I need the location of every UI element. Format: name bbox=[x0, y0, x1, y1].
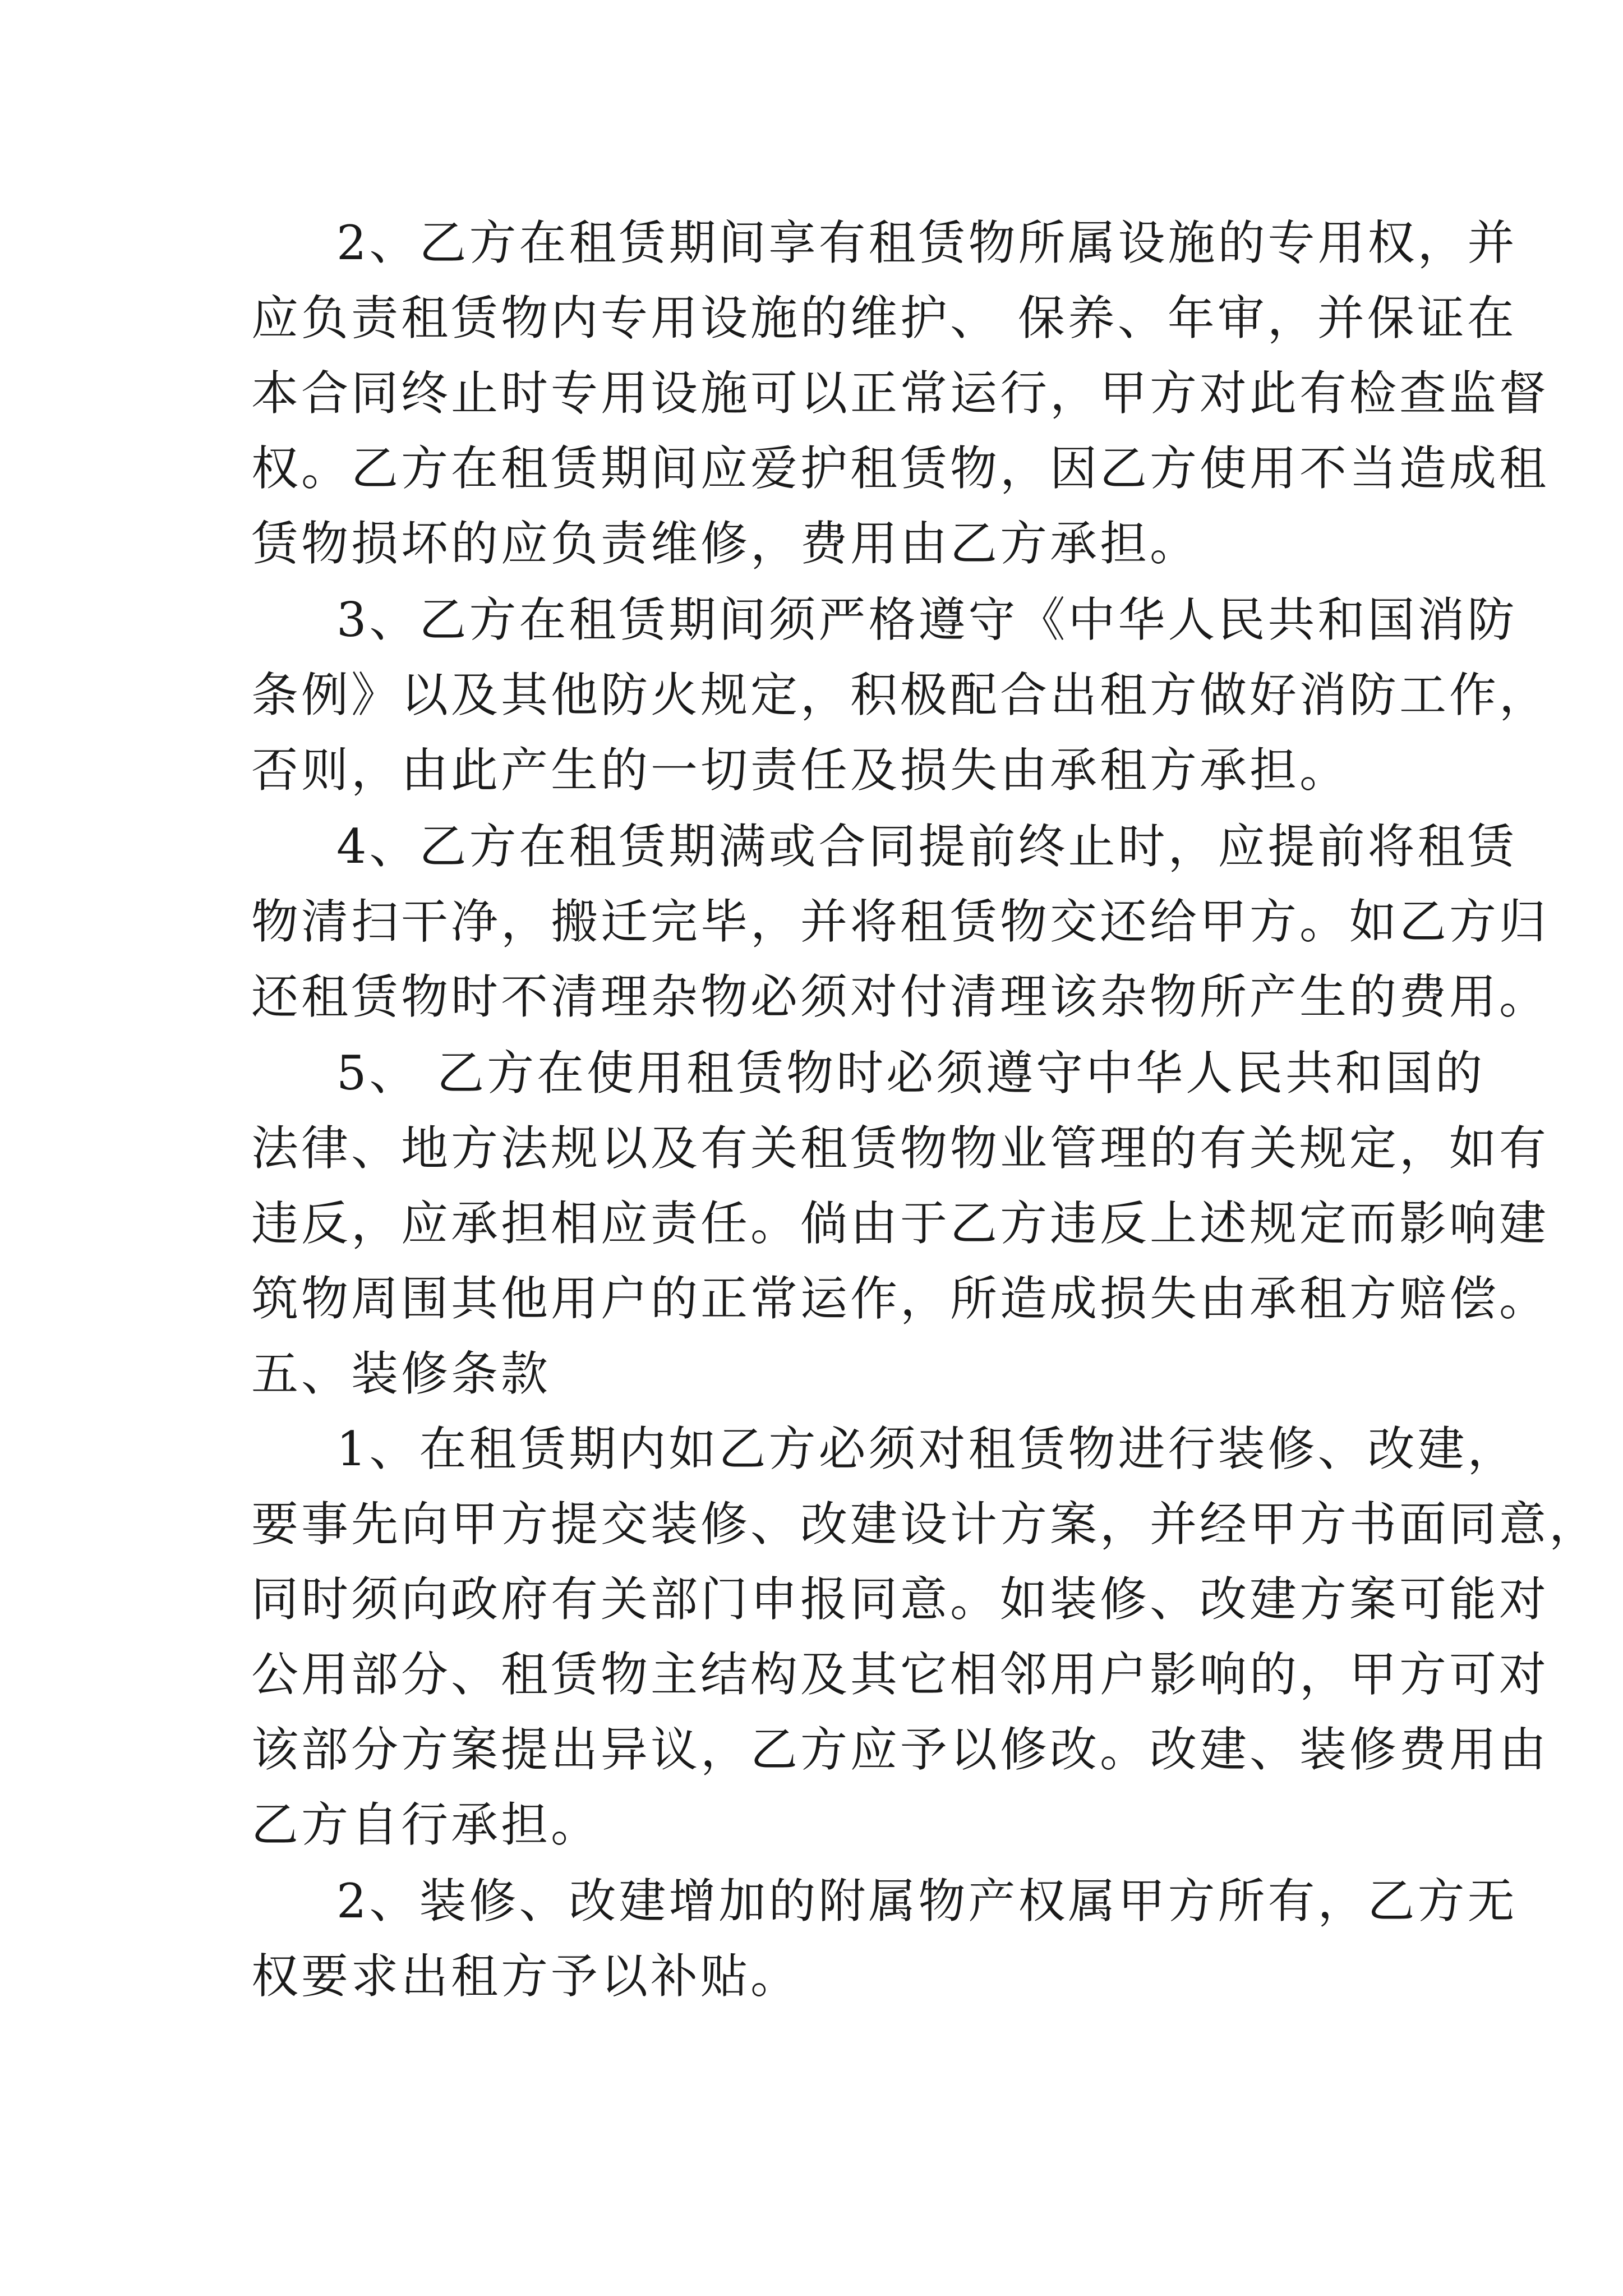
clause-5-1-line-1: 1、在租赁期内如乙方必须对租赁物进行装修、改建， bbox=[336, 1421, 1518, 1476]
clause-4-2-line-1: 2、乙方在租赁期间享有租赁物所属设施的专用权，并 bbox=[336, 215, 1518, 270]
clause-4-5-line-3: 违反，应承担相应责任。倘由于乙方违反上述规定而影响建 bbox=[251, 1196, 1550, 1251]
clause-4-5-line-1: 5、 乙方在使用租赁物时必须遵守中华人民共和国的 bbox=[336, 1046, 1486, 1101]
clause-5-1-line-4: 公用部分、租赁物主结构及其它相邻用户影响的，甲方可对 bbox=[251, 1647, 1550, 1702]
clause-4-5-line-2: 法律、地方法规以及有关租赁物物业管理的有关规定，如有 bbox=[251, 1121, 1550, 1176]
section-5-heading: 五、装修条款 bbox=[251, 1346, 551, 1401]
clause-5-2-line-1: 2、装修、改建增加的附属物产权属甲方所有，乙方无 bbox=[336, 1874, 1518, 1929]
clause-4-4-line-1: 4、乙方在租赁期满或合同提前终止时，应提前将租赁 bbox=[336, 819, 1518, 874]
clause-4-2-line-3: 本合同终止时专用设施可以正常运行，甲方对此有检查监督 bbox=[251, 366, 1550, 421]
clause-4-3-line-2: 条例》以及其他防火规定，积极配合出租方做好消防工作， bbox=[251, 668, 1550, 723]
clause-5-1-line-6: 乙方自行承担。 bbox=[251, 1797, 601, 1852]
clause-4-3-line-3: 否则，由此产生的一切责任及损失由承租方承担。 bbox=[251, 743, 1350, 798]
clause-5-1-line-5: 该部分方案提出异议，乙方应予以修改。改建、装修费用由 bbox=[251, 1722, 1550, 1777]
clause-4-2-line-2: 应负责租赁物内专用设施的维护、 保养、年审，并保证在 bbox=[251, 291, 1517, 346]
clause-4-3-line-1: 3、乙方在租赁期间须严格遵守《中华人民共和国消防 bbox=[336, 592, 1518, 647]
clause-5-1-line-2: 要事先向甲方提交装修、改建设计方案，并经甲方书面同意， bbox=[251, 1497, 1599, 1552]
clause-4-4-line-3: 还租赁物时不清理杂物必须对付清理该杂物所产生的费用。 bbox=[251, 969, 1550, 1024]
clause-4-2-line-4: 权。乙方在租赁期间应爱护租赁物，因乙方使用不当造成租 bbox=[251, 441, 1550, 496]
clause-4-2-line-5: 赁物损坏的应负责维修，费用由乙方承担。 bbox=[251, 516, 1200, 571]
clause-5-2-line-2: 权要求出租方予以补贴。 bbox=[251, 1949, 801, 2004]
clause-4-4-line-2: 物清扫干净，搬迁完毕，并将租赁物交还给甲方。如乙方归 bbox=[251, 894, 1550, 949]
clause-4-5-line-4: 筑物周围其他用户的正常运作，所造成损失由承租方赔偿。 bbox=[251, 1271, 1550, 1326]
clause-5-1-line-3: 同时须向政府有关部门申报同意。如装修、改建方案可能对 bbox=[251, 1572, 1550, 1627]
